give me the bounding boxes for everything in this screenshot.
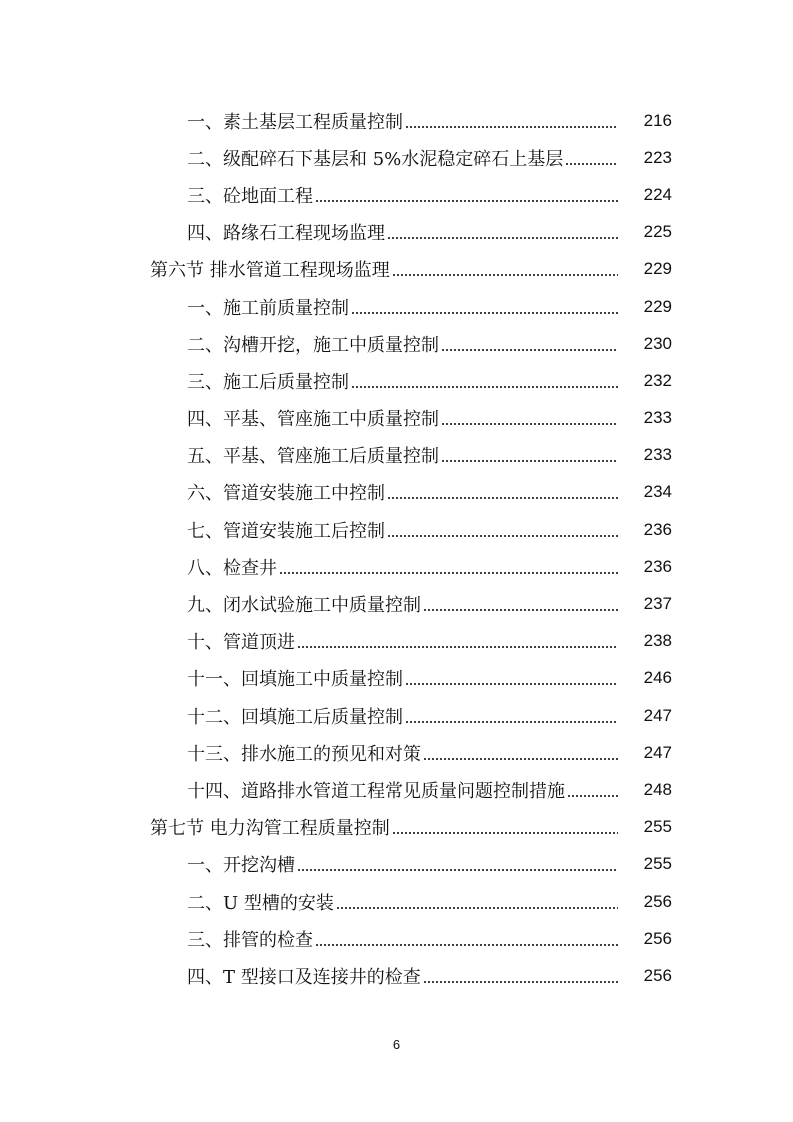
- toc-entry-title: 二、沟槽开挖，施工中质量控制: [187, 334, 439, 356]
- dot-leader: [392, 831, 618, 835]
- toc-entry-title: 四、路缘石工程现场监理: [187, 223, 385, 245]
- dot-leader: [392, 273, 618, 277]
- toc-entry-page: 256: [643, 928, 672, 948]
- toc-entry-page: 246: [643, 668, 672, 688]
- dot-leader: [351, 311, 618, 315]
- dot-leader: [297, 645, 618, 649]
- toc-entry-page: 216: [643, 110, 672, 130]
- toc-entry[interactable]: [0, 437, 793, 474]
- toc-entry-title: 一、开挖沟槽: [187, 855, 295, 877]
- toc-entry[interactable]: [0, 400, 793, 437]
- toc-entry-page: 232: [643, 370, 672, 390]
- dot-leader: [405, 125, 618, 129]
- dot-leader: [315, 199, 618, 203]
- dot-leader: [387, 236, 618, 240]
- toc-entry-page: 233: [643, 408, 672, 428]
- toc-entry[interactable]: [0, 139, 793, 176]
- toc-entry[interactable]: [0, 214, 793, 251]
- toc-entry-page: 256: [643, 891, 672, 911]
- toc-entry[interactable]: [0, 474, 793, 511]
- toc-entry[interactable]: [0, 548, 793, 585]
- toc-entry-page: 234: [643, 482, 672, 502]
- toc-entry-page: 256: [643, 965, 672, 985]
- page-number: 6: [392, 1037, 401, 1052]
- toc-entry[interactable]: [0, 585, 793, 622]
- dot-leader: [423, 980, 618, 984]
- toc-entry[interactable]: [0, 660, 793, 697]
- toc-entry-page: 237: [643, 594, 672, 614]
- toc-entry-title: 一、施工前质量控制: [187, 297, 349, 319]
- toc-entry-page: 248: [643, 779, 672, 799]
- toc-entry-page: 236: [643, 556, 672, 576]
- toc-entry[interactable]: [0, 697, 793, 734]
- toc-entry-page: 225: [643, 222, 672, 242]
- toc-entry-title: 一、素土基层工程质量控制: [187, 111, 403, 133]
- toc-entry-title: 四、平基、管座施工中质量控制: [187, 409, 439, 431]
- toc-entry[interactable]: [0, 920, 793, 957]
- toc-entry-title: 十、管道顶进: [187, 632, 295, 654]
- toc-entry-title: 第六节 排水管道工程现场监理: [150, 260, 390, 282]
- toc-entry-title: 六、管道安装施工中控制: [187, 483, 385, 505]
- toc-entry[interactable]: [0, 176, 793, 213]
- toc-entry-title: 十三、排水施工的预见和对策: [187, 743, 421, 765]
- dot-leader: [336, 906, 618, 910]
- toc-entry-title: 三、砼地面工程: [187, 185, 313, 207]
- toc-entry[interactable]: [0, 362, 793, 399]
- toc-entry-page: 233: [643, 445, 672, 465]
- toc-entry-page: 255: [643, 817, 672, 837]
- toc-section-entry[interactable]: [0, 809, 793, 846]
- toc-entry-page: 223: [643, 147, 672, 167]
- dot-leader: [405, 682, 618, 686]
- dot-leader: [387, 496, 618, 500]
- toc-entry-title: 四、T 型接口及连接井的检查: [187, 966, 421, 988]
- toc-entry-page: 229: [643, 296, 672, 316]
- dot-leader: [315, 943, 618, 947]
- dot-leader: [441, 422, 618, 426]
- toc-entry-page: 247: [643, 705, 672, 725]
- toc-entry-title: 三、排管的检查: [187, 929, 313, 951]
- dot-leader: [423, 608, 618, 612]
- toc-entry-title: 二、级配碎石下基层和 5%水泥稳定碎石上基层: [187, 148, 564, 170]
- toc-entry-title: 七、管道安装施工后控制: [187, 520, 385, 542]
- toc-entry-title: 二、U 型槽的安装: [187, 892, 334, 914]
- dot-leader: [441, 348, 618, 352]
- toc-entry[interactable]: [0, 957, 793, 994]
- dot-leader: [351, 385, 618, 389]
- toc-entry[interactable]: [0, 511, 793, 548]
- dot-leader: [387, 534, 618, 538]
- toc-entry[interactable]: [0, 288, 793, 325]
- toc-entry[interactable]: [0, 846, 793, 883]
- toc-entry-title: 八、检查井: [187, 557, 277, 579]
- toc-entry[interactable]: [0, 734, 793, 771]
- toc-entry-page: 238: [643, 631, 672, 651]
- toc-entry[interactable]: [0, 325, 793, 362]
- toc-entry-page: 230: [643, 333, 672, 353]
- dot-leader: [297, 868, 618, 872]
- toc-entry-title: 三、施工后质量控制: [187, 371, 349, 393]
- toc-entry-title: 十四、道路排水管道工程常见质量问题控制措施: [187, 780, 565, 802]
- toc-entry-title: 九、闭水试验施工中质量控制: [187, 595, 421, 617]
- toc-entry-page: 236: [643, 519, 672, 539]
- toc-entry[interactable]: [0, 883, 793, 920]
- toc-entry-title: 十一、回填施工中质量控制: [187, 669, 403, 691]
- toc-entry-page: 255: [643, 854, 672, 874]
- toc-entry[interactable]: [0, 102, 793, 139]
- toc-entry-page: 247: [643, 742, 672, 762]
- toc-entry[interactable]: [0, 623, 793, 660]
- toc-entry-title: 第七节 电力沟管工程质量控制: [150, 818, 390, 840]
- toc-entry-page: 229: [643, 259, 672, 279]
- dot-leader: [423, 757, 618, 761]
- dot-leader: [441, 459, 618, 463]
- toc-entry-page: 224: [643, 184, 672, 204]
- table-of-contents: [0, 102, 793, 995]
- dot-leader: [567, 794, 618, 798]
- dot-leader: [279, 571, 618, 575]
- dot-leader: [565, 162, 618, 166]
- dot-leader: [405, 720, 618, 724]
- toc-section-entry[interactable]: [0, 251, 793, 288]
- toc-entry[interactable]: [0, 771, 793, 808]
- toc-entry-title: 五、平基、管座施工后质量控制: [187, 446, 439, 468]
- toc-entry-title: 十二、回填施工后质量控制: [187, 706, 403, 728]
